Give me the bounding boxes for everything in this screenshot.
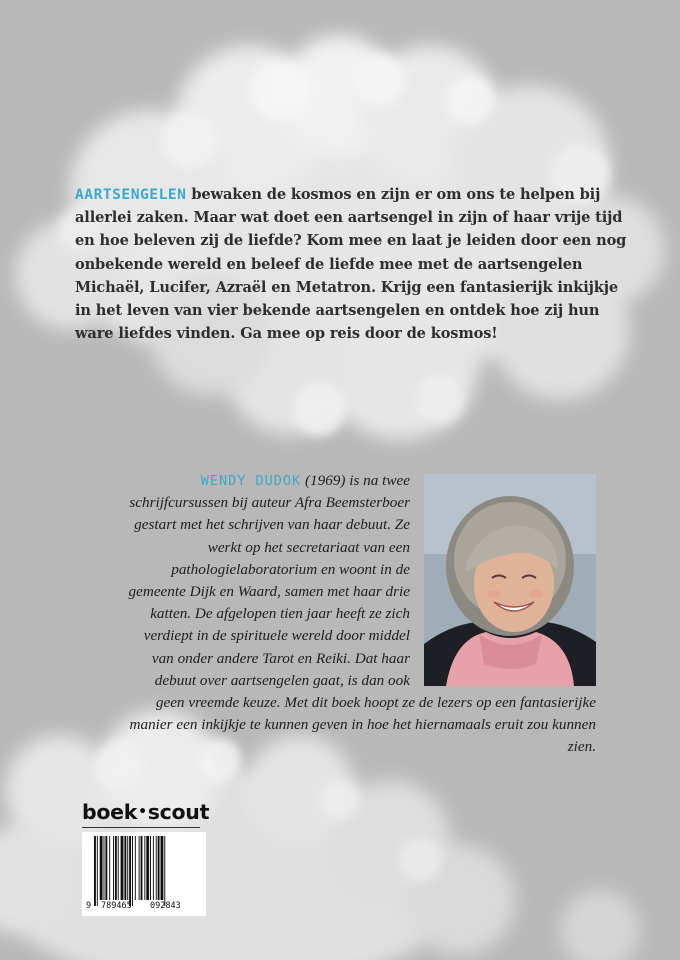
publisher-logo (82, 800, 209, 824)
barcode-bar (94, 836, 96, 906)
barcode-bar (135, 836, 136, 900)
barcode-group2: 092843 (150, 901, 181, 911)
barcode-bar (144, 836, 145, 900)
barcode-bar (139, 836, 140, 900)
barcode-bar (109, 836, 110, 900)
author-photo (424, 474, 596, 686)
blurb-text: bewaken de kosmos en zijn er om ons te helpen bij allerlei zaken. Maar wat doet een aartsengel in zijn of haar vrije tijd en hoe beleven zij de liefde? Kom mee en laat je leiden door een nog onbekende wereld en beleef de liefde mee met de aartsengelen Michaël, Lucifer, Azraël en Metatron. Krijg een fantasierijk inkijkje in het leven van vier bekende aartsengelen en ontdek hoe zij hun ware liefdes vinden. Ga mee op reis door de kosmos! (75, 186, 627, 343)
barcode-bar (100, 836, 103, 900)
blurb-highlight: AARTSENGELEN (75, 186, 187, 203)
barcode-bar (158, 836, 160, 900)
author-bio-text: (1969) is na twee schrijfcursussen bij auteur Afra Beemsterboer gestart met het schrijven van haar debuut. Ze werkt op het secretariaat van een pathologielaboratorium en woont in de gemeente Dijk en Waard, samen met haar drie katten. De afgelopen tien jaar heeft ze zich verdiept in de spirituele wereld door middel van onder andere Tarot en Reiki. Dat haar debuut over aartsengelen gaat, is dan ook geen vreemde keuze. Met dit boek hoopt ze de lezers op een fantasierijke manier een inkijkje te kunnen geven in hoe het hiernamaals eruit zou kunnen zien. (128, 472, 596, 756)
barcode-bar (150, 836, 151, 900)
barcode-bar (105, 836, 107, 900)
barcode-bar (141, 836, 143, 900)
barcode-bar (121, 836, 124, 900)
author-name: WENDY DUDOK (200, 473, 302, 489)
back-cover-blurb (75, 183, 635, 345)
barcode-bar (156, 836, 157, 900)
barcode-bar (97, 836, 98, 906)
barcode-bar (104, 836, 105, 900)
barcode-bar (118, 836, 119, 900)
barcode-bar (146, 836, 149, 900)
isbn-barcode (82, 832, 206, 916)
barcode-bar (127, 836, 128, 900)
barcode-bar (113, 836, 114, 900)
barcode-bar (164, 836, 165, 906)
publisher-logo-dot: • (138, 804, 147, 820)
publisher-logo-part1: boek (82, 800, 138, 824)
barcode-group1: 789465 (101, 901, 132, 911)
publisher-logo-part2: scout (147, 800, 210, 824)
author-bio (128, 470, 596, 759)
barcode-bar (153, 836, 154, 900)
barcode-bar (124, 836, 126, 900)
barcode-bar (129, 836, 131, 906)
barcode-bar (161, 836, 164, 900)
barcode-bar (115, 836, 117, 900)
author-portrait-icon (424, 474, 596, 686)
barcode-numbers (82, 901, 206, 913)
publisher-underline (82, 827, 200, 828)
barcode-lead-digit: 9 (86, 901, 92, 911)
barcode-bar (132, 836, 133, 906)
